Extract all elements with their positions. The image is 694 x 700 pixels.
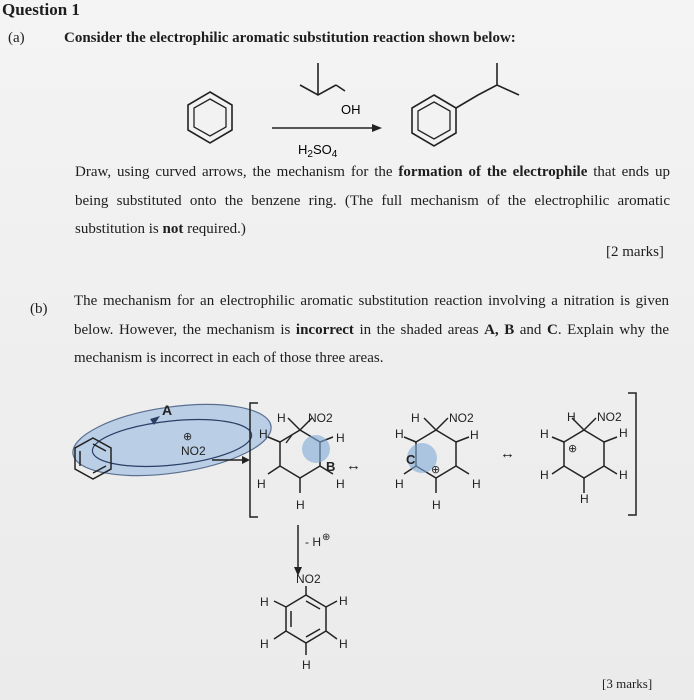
svg-text:H: H [260,637,269,651]
proton-loss-label: - H [305,535,321,549]
svg-text:H: H [470,428,479,442]
nitronium-no2: NO2 [181,444,206,458]
svg-text:H: H [339,594,348,608]
part-a-marks: [2 marks] [606,244,664,260]
svg-text:H: H [302,658,311,672]
part-b-label: (b) [30,301,48,317]
area-a-label: A [162,402,173,418]
svg-text:H: H [277,411,286,425]
reagent-oh: OH [341,102,361,117]
reaction-scheme-a [0,55,694,160]
svg-text:H: H [472,477,481,491]
part-a-instruction: Draw, using curved arrows, the mechanism for the formation of the electrophile that ends up being substituted onto the benzene ring. (The full mechanism of the electrophilic aromatic substitution is not required.) [75,164,670,237]
svg-text:H: H [296,498,305,512]
svg-text:⊕: ⊕ [322,532,331,543]
svg-text:⊕: ⊕ [431,464,441,476]
svg-text:H: H [257,477,266,491]
svg-text:H: H [580,492,589,506]
svg-text:⊕: ⊕ [568,443,578,455]
part-b-marks: [3 marks] [602,676,653,691]
svg-text:⊕: ⊕ [183,431,193,443]
svg-text:H: H [336,477,345,491]
svg-text:H: H [540,468,549,482]
svg-text:H: H [339,637,348,651]
svg-text:H: H [540,427,549,441]
svg-text:H: H [336,431,345,445]
svg-text:H: H [432,498,441,512]
svg-text:NO2: NO2 [296,572,321,586]
question-title: Question 1 [2,0,80,19]
svg-text:H: H [619,468,628,482]
part-a-label: (a) [8,30,25,46]
svg-text:↔: ↔ [346,457,361,474]
svg-text:H: H [260,595,269,609]
svg-text:H: H [619,426,628,440]
nitrobenzene-product [286,595,326,643]
area-c-label: C [406,452,416,467]
isopropanol-structure [300,63,345,95]
svg-text:H: H [395,477,404,491]
svg-text:H: H [567,410,576,424]
svg-text:NO2: NO2 [449,411,474,425]
svg-text:↔: ↔ [500,445,515,462]
svg-text:NO2: NO2 [597,410,622,424]
svg-text:H: H [395,427,404,441]
reagent-h2so4: $H_2SO_4$ [298,142,338,160]
part-a-prompt: Consider the electrophilic aromatic substitution reaction shown below: [64,30,516,46]
svg-text:NO2: NO2 [308,411,333,425]
area-b-label: B [326,459,336,474]
part-b-text: The mechanism for an electrophilic aromatic substitution reaction involving a nitration is given below. However, the mechanism is incorrect in the shaded areas A, B and C. Explain why the mechanism is incorrect in each of those three areas. [74,293,670,366]
nitration-mechanism-diagram [0,385,694,680]
svg-text:H: H [259,427,268,441]
svg-text:H: H [411,411,420,425]
